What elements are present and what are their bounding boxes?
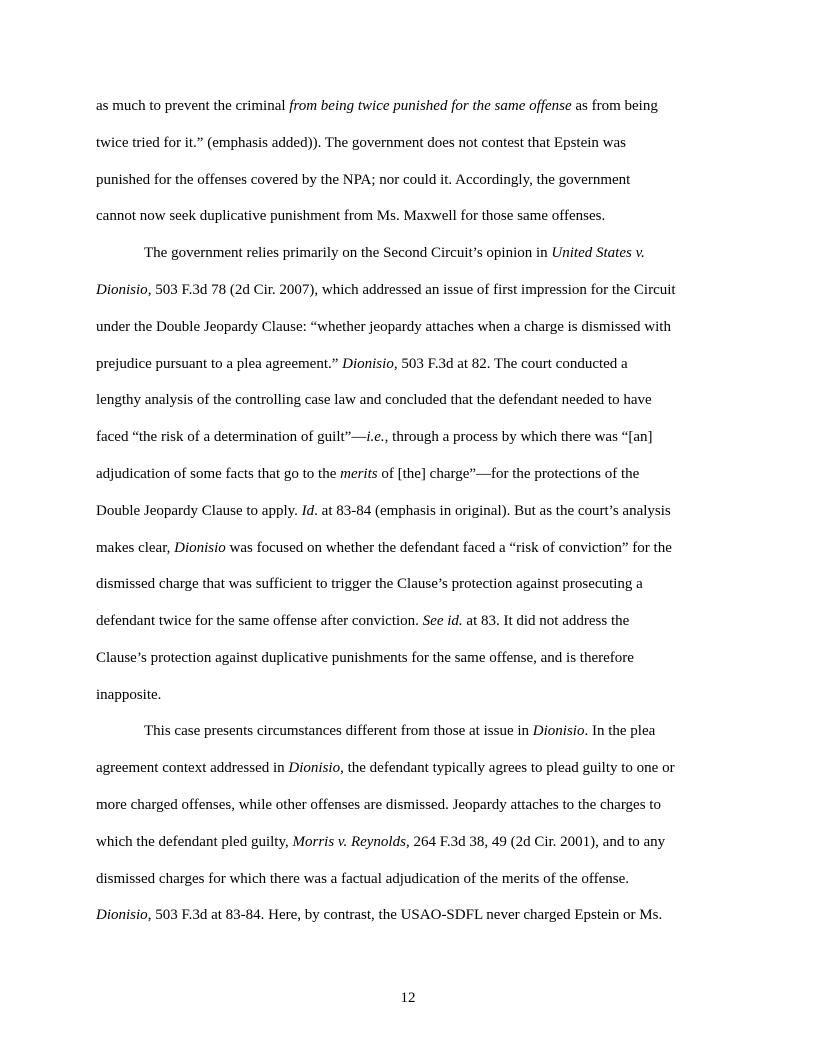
italic-text-run: See id.	[422, 613, 463, 629]
text-line	[96, 796, 661, 814]
text-run: , 264 F.3d 38, 49 (2d Cir. 2001), and to any	[405, 834, 666, 850]
text-run: This case presents circumstances different from those at issue in	[144, 723, 533, 739]
text-line	[96, 870, 629, 888]
text-run: dismissed charge that was sufficient to trigger the Clause’s protection against prosecuting a	[96, 576, 643, 592]
text-line	[96, 281, 676, 299]
text-run: inapposite.	[96, 687, 162, 703]
text-line	[96, 906, 662, 924]
text-line	[96, 502, 671, 520]
page-number: 12	[400, 990, 416, 1006]
text-run: Clause’s protection against duplicative punishments for the same offense, and is therefore	[96, 650, 634, 666]
italic-text-run: Dionisio	[532, 723, 585, 739]
text-line	[96, 833, 665, 851]
text-run: defendant twice for the same offense after conviction.	[96, 613, 423, 629]
text-line	[96, 539, 672, 557]
italic-text-run: Dionisio	[174, 540, 226, 556]
text-line	[96, 97, 658, 115]
text-line	[96, 391, 652, 409]
paragraph-start-line	[144, 244, 645, 262]
text-run: twice tried for it.” (emphasis added)). The government does not contest that Epstein was	[96, 135, 626, 151]
italic-text-run: Id	[301, 503, 315, 519]
text-run: . at 83-84 (emphasis in original). But as the court’s analysis	[314, 503, 671, 519]
text-run: , through a process by which there was “[an]	[384, 429, 653, 445]
text-run: under the Double Jeopardy Clause: “whether jeopardy attaches when a charge is dismissed with	[96, 319, 671, 335]
text-line	[96, 355, 628, 373]
text-run: adjudication of some facts that go to the	[96, 466, 341, 482]
italic-text-run: merits	[340, 466, 378, 482]
italic-text-run: Dionisio	[96, 282, 148, 298]
text-line	[96, 171, 630, 189]
text-run: , 503 F.3d at 83-84. Here, by contrast, the USAO-SDFL never charged Epstein or Ms.	[147, 907, 663, 923]
text-run: The government relies primarily on the Second Circuit’s opinion in	[144, 245, 552, 261]
italic-text-run: Dionisio	[342, 356, 394, 372]
text-run: , 503 F.3d at 82. The court conducted a	[393, 356, 628, 372]
text-run: agreement context addressed in	[96, 760, 289, 776]
text-run: dismissed charges for which there was a factual adjudication of the merits of the offense.	[96, 871, 630, 887]
italic-text-run: i.e.	[366, 429, 385, 445]
italic-text-run: Dionisio	[96, 907, 148, 923]
text-line	[96, 575, 643, 593]
text-run: punished for the offenses covered by the NPA; nor could it. Accordingly, the government	[96, 172, 631, 188]
text-run: faced “the risk of a determination of guilt”—	[96, 429, 367, 445]
text-line	[96, 759, 675, 777]
text-run: cannot now seek duplicative punishment from Ms. Maxwell for those same offenses.	[96, 208, 606, 224]
text-line	[96, 686, 161, 704]
italic-text-run: from being twice punished for the same offense	[289, 98, 572, 114]
italic-text-run: Dionisio	[288, 760, 341, 776]
italic-text-run: Morris v. Reynolds	[292, 834, 406, 850]
text-line	[96, 612, 629, 630]
text-run: as much to prevent the criminal	[96, 98, 290, 114]
text-run: more charged offenses, while other offenses are dismissed. Jeopardy attaches to the charges to	[96, 797, 661, 813]
text-run: at 83. It did not address the	[462, 613, 630, 629]
text-run: prejudice pursuant to a plea agreement.”	[96, 356, 343, 372]
text-line	[96, 465, 639, 483]
text-run: Double Jeopardy Clause to apply.	[96, 503, 302, 519]
paragraph-start-line	[144, 722, 655, 740]
text-line	[96, 428, 652, 446]
text-run: was focused on whether the defendant faced a “risk of conviction” for the	[225, 540, 672, 556]
text-run: makes clear,	[96, 540, 175, 556]
text-line	[96, 207, 605, 225]
text-line	[96, 134, 626, 152]
text-run: lengthy analysis of the controlling case law and concluded that the defendant needed to have	[96, 392, 652, 408]
italic-text-run: United States v.	[551, 245, 645, 261]
text-run: as from being	[571, 98, 658, 114]
text-run: , the defendant typically agrees to plead guilty to one or	[340, 760, 675, 776]
text-run: . In the plea	[584, 723, 656, 739]
text-run: of [the] charge”—for the protections of the	[377, 466, 640, 482]
text-run: which the defendant pled guilty,	[96, 834, 293, 850]
text-run: , 503 F.3d 78 (2d Cir. 2007), which addressed an issue of first impression for the Circuit	[147, 282, 676, 298]
text-line	[96, 649, 634, 667]
text-line	[96, 318, 671, 336]
